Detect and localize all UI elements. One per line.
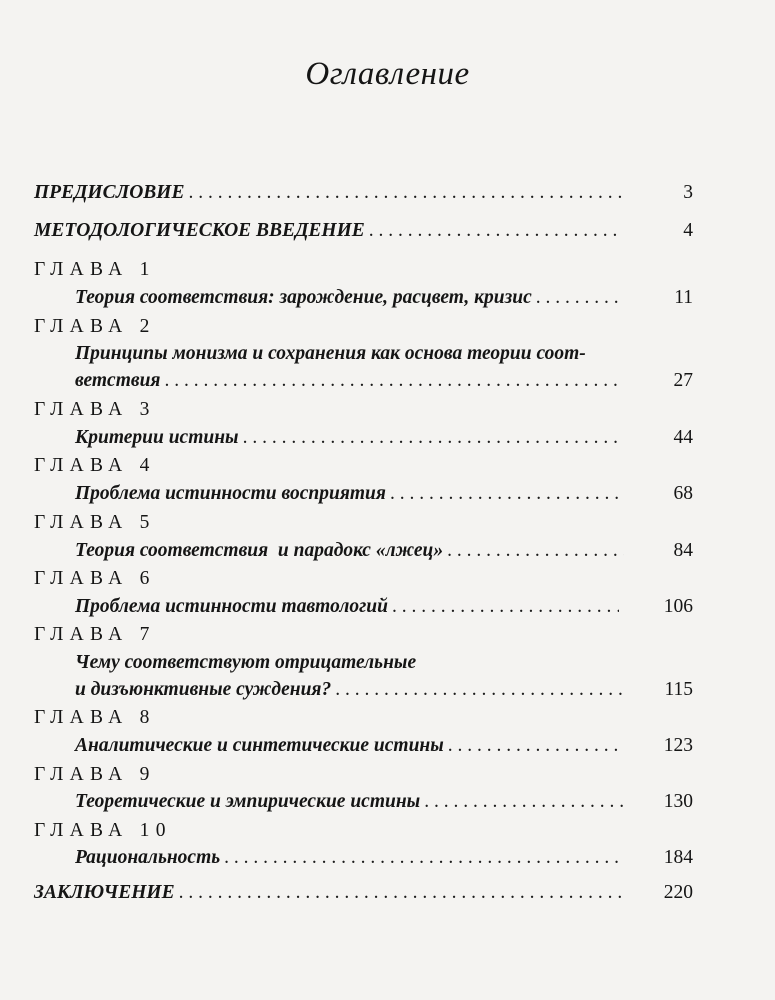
toc-entry-preface <box>34 182 630 204</box>
page-title: Оглавление <box>305 56 470 92</box>
toc-entry-label: ЗАКЛЮЧЕНИЕ <box>34 882 175 903</box>
toc-entry-label: Критерии истины <box>75 427 239 448</box>
toc-entry-label: Рациональность <box>75 847 221 868</box>
toc-entry-chapter-7-line-1: Чему соответствуют отрицательные <box>75 652 417 673</box>
toc-entry-chapter-10 <box>75 847 632 869</box>
toc-page-number: 106 <box>663 596 693 617</box>
toc-page-number: 44 <box>673 427 693 448</box>
dot-leader <box>335 679 624 701</box>
dot-leader <box>392 596 619 618</box>
dot-leader <box>188 182 622 204</box>
toc-entry-chapter-9 <box>75 791 632 813</box>
dot-leader <box>369 220 622 242</box>
toc-entry-chapter-1 <box>75 287 632 309</box>
dot-leader <box>224 847 624 869</box>
toc-page-number: 123 <box>663 735 693 756</box>
toc-entry-label: ПРЕДИСЛОВИЕ <box>34 182 185 203</box>
toc-page-number: 27 <box>673 370 693 391</box>
toc-entry-chapter-2-line-1: Принципы монизма и сохранения как основа теории соот- <box>75 343 586 364</box>
toc-page-number: 68 <box>673 483 693 504</box>
toc-entry-chapter-6 <box>75 596 627 618</box>
toc-entry-label: Теоретические и эмпирические истины <box>75 791 421 812</box>
dot-leader <box>424 791 624 813</box>
chapter-heading: ГЛАВА 1 <box>34 259 156 280</box>
dot-leader <box>390 483 624 505</box>
toc-entry-label: Аналитические и синтетические истины <box>75 735 444 756</box>
toc-entry-chapter-7 <box>75 679 632 701</box>
dot-leader <box>447 540 624 562</box>
dot-leader <box>164 370 624 392</box>
toc-page-number: 130 <box>663 791 693 812</box>
toc-entry-label: Теория соответствия: зарождение, расцвет, кризис <box>75 287 532 308</box>
chapter-heading: ГЛАВА 6 <box>34 568 156 589</box>
toc-page-number: 115 <box>664 679 693 700</box>
chapter-heading: ГЛАВА 7 <box>34 624 156 645</box>
toc-entry-chapter-8 <box>75 735 632 757</box>
dot-leader <box>536 287 624 309</box>
toc-entry-label: Теория соответствия и парадокс «лжец» <box>75 540 444 561</box>
chapter-heading: ГЛАВА 5 <box>34 512 156 533</box>
toc-entry-label: Проблема истинности восприятия <box>75 483 386 504</box>
toc-entry-chapter-2 <box>75 370 632 392</box>
toc-page-number: 220 <box>663 882 693 903</box>
toc-entry-label: Проблема истинности тавтологий <box>75 596 388 617</box>
toc-entry-label: ветствия <box>75 370 161 391</box>
toc-entry-chapter-3 <box>75 427 632 449</box>
chapter-heading: ГЛАВА 9 <box>34 764 156 785</box>
toc-entry-conclusion <box>34 882 630 904</box>
toc-entry-label: и дизъюнктивные суждения? <box>75 679 332 700</box>
dot-leader <box>179 882 622 904</box>
toc-page-number: 184 <box>663 847 693 868</box>
toc-entry-label: МЕТОДОЛОГИЧЕСКОЕ ВВЕДЕНИЕ <box>34 220 365 241</box>
chapter-heading: ГЛАВА 4 <box>34 455 156 476</box>
chapter-heading: ГЛАВА 10 <box>34 820 172 841</box>
chapter-heading: ГЛАВА 8 <box>34 707 156 728</box>
toc-entry-chapter-5 <box>75 540 632 562</box>
dot-leader <box>448 735 624 757</box>
toc-page-number: 3 <box>683 182 693 203</box>
dot-leader <box>243 427 624 449</box>
toc-page-number: 4 <box>683 220 693 241</box>
toc-page-number: 84 <box>673 540 693 561</box>
toc-entry-introduction <box>34 220 630 242</box>
chapter-heading: ГЛАВА 2 <box>34 316 156 337</box>
toc-page-number: 11 <box>674 287 693 308</box>
toc-entry-chapter-4 <box>75 483 632 505</box>
chapter-heading: ГЛАВА 3 <box>34 399 156 420</box>
